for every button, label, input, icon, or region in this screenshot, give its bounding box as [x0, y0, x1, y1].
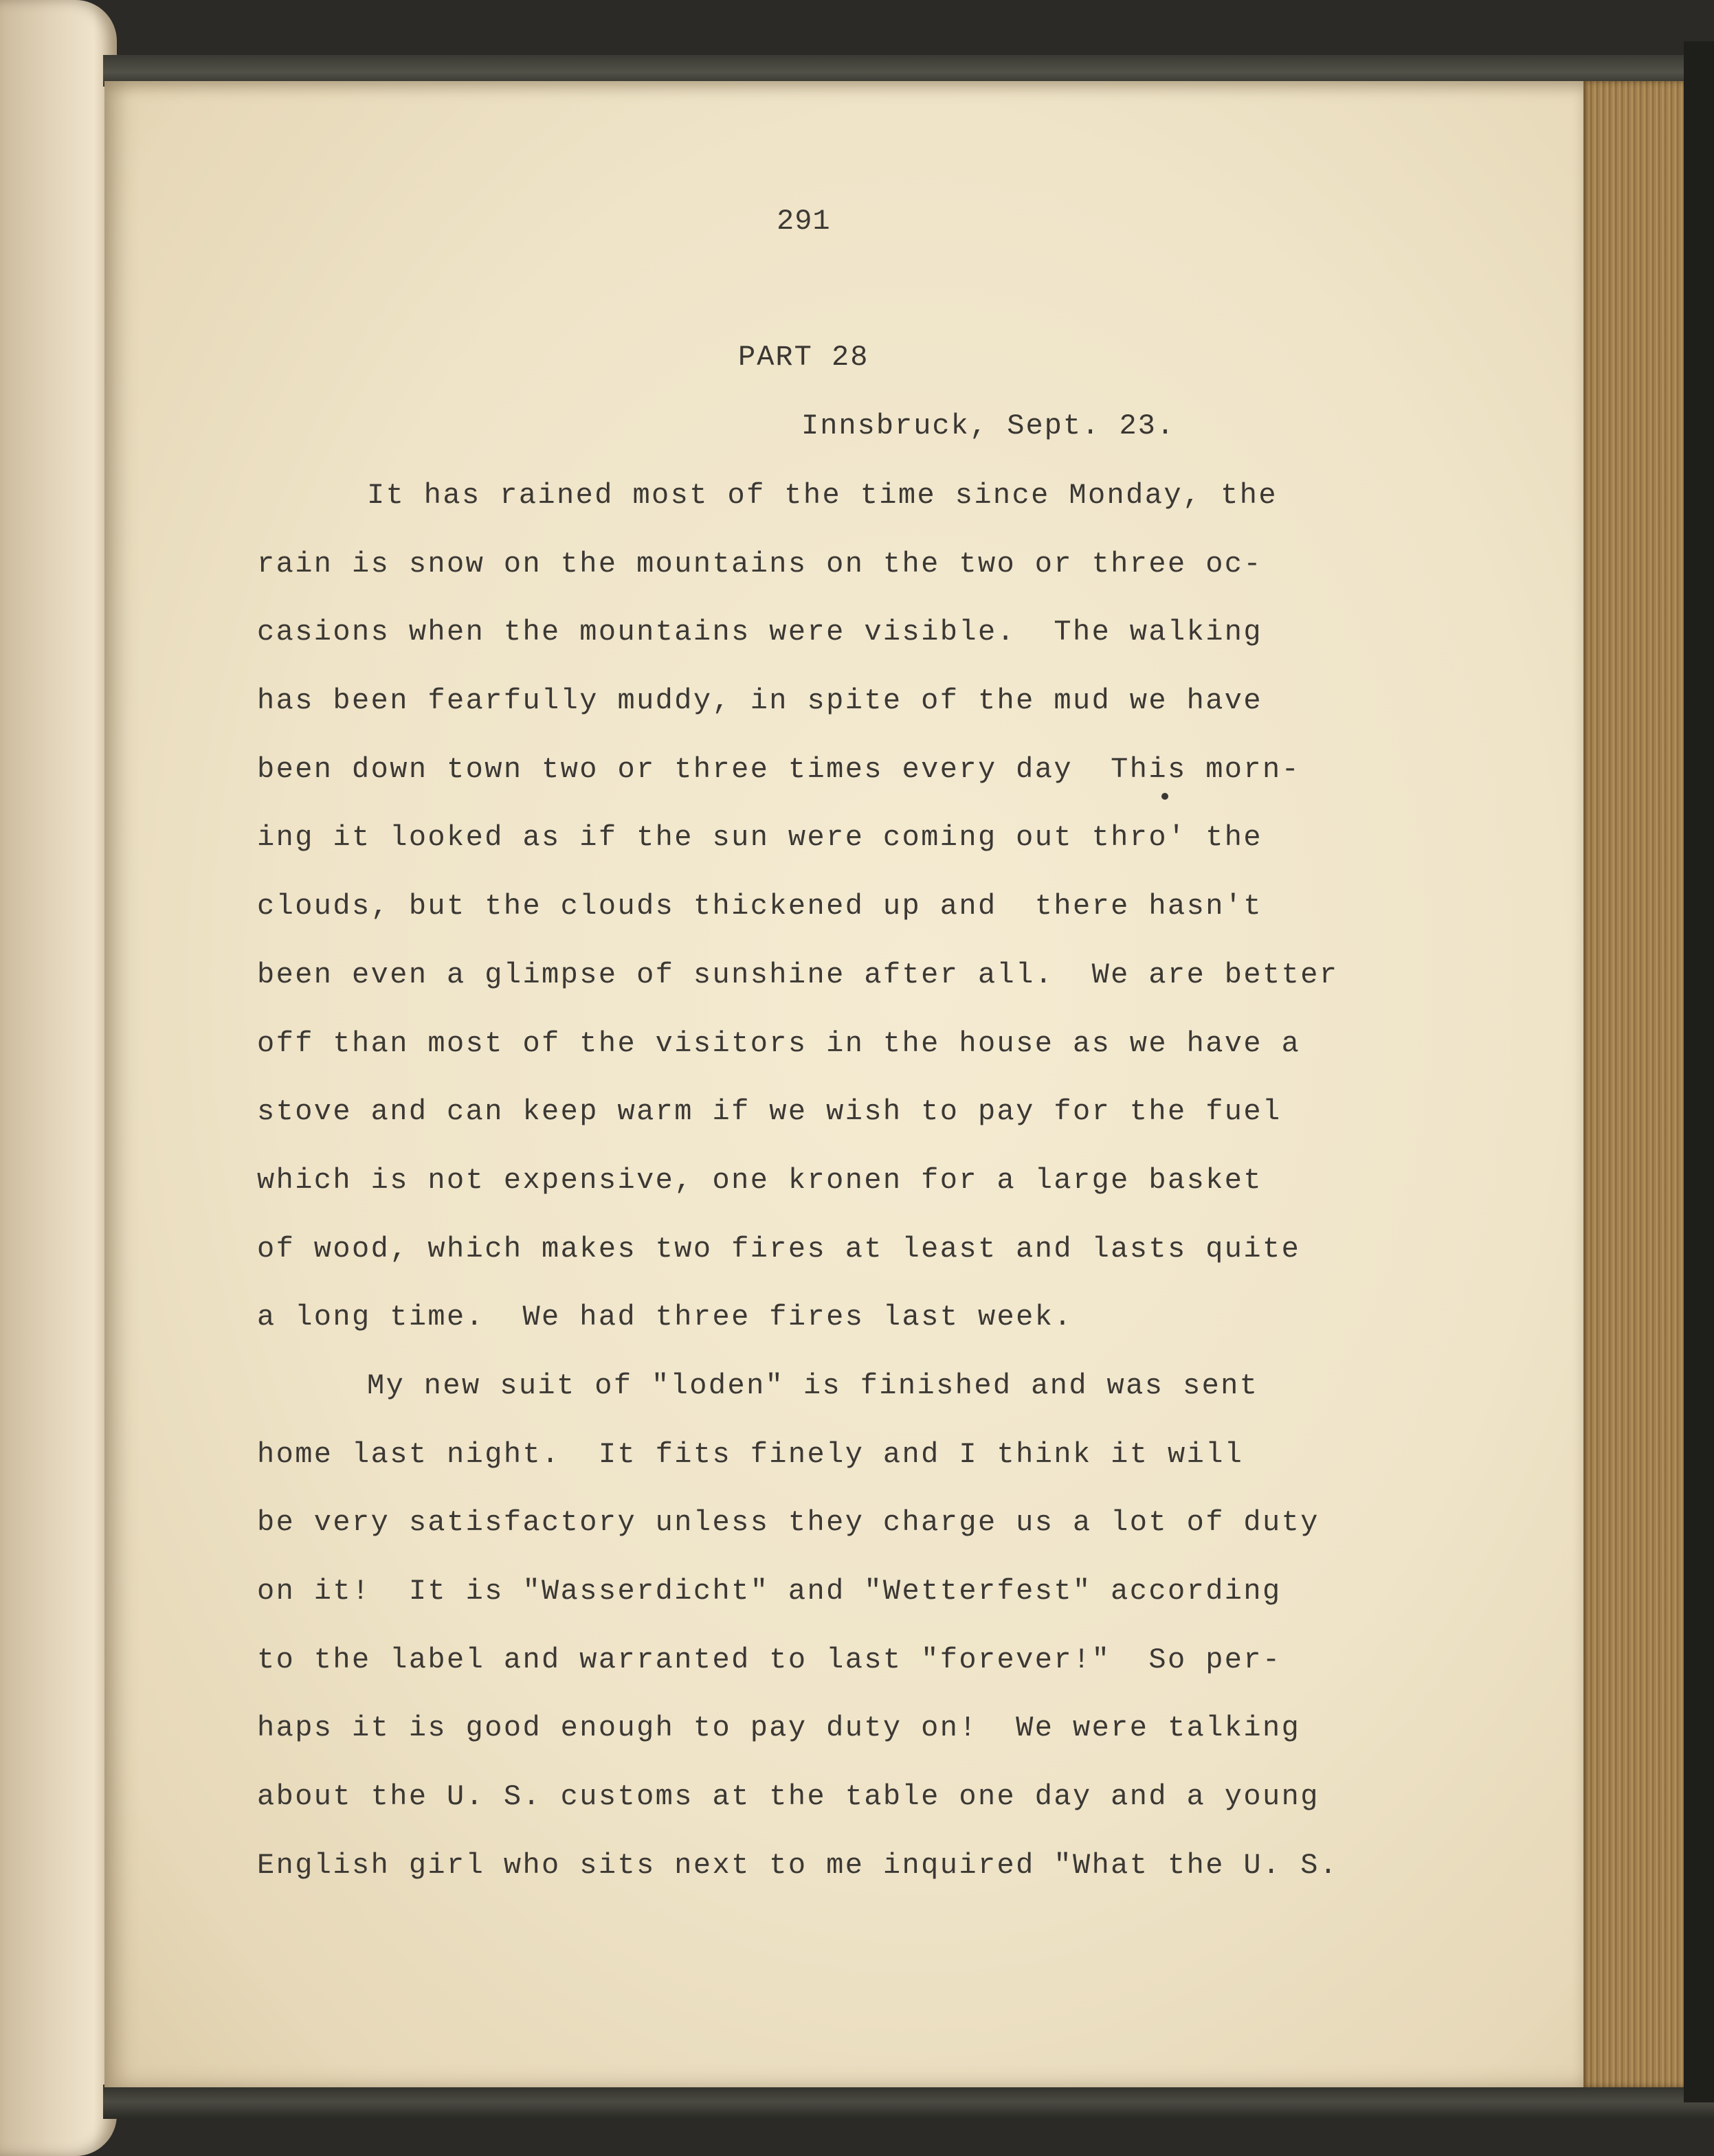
text-line: been down town two or three times every day This morn-: [257, 752, 1301, 786]
text-line: My new suit of "loden" is finished and was sent: [367, 1369, 1259, 1402]
text-line: about the U. S. customs at the table one day and a young: [257, 1780, 1320, 1814]
text-line: casions when the mountains were visible. The walking: [257, 616, 1263, 649]
text-line: been even a glimpse of sunshine after all. We are better: [257, 958, 1339, 991]
text-line: of wood, which makes two fires at least and lasts quite: [257, 1232, 1301, 1266]
text-line: clouds, but the clouds thickened up and there hasn't: [257, 890, 1263, 923]
binding-bottom-edge: [103, 2085, 1714, 2119]
text-line: English girl who sits next to me inquired "What the U. S.: [257, 1848, 1339, 1882]
left-facing-page-edge: [0, 0, 117, 2156]
text-line: ing it looked as if the sun were coming out thro' the: [257, 821, 1263, 855]
text-line: which is not expensive, one kronen for a large basket: [257, 1163, 1263, 1197]
text-line: stove and can keep warm if we wish to pay for the fuel: [257, 1095, 1282, 1129]
text-line: on it! It is "Wasserdicht" and "Wetterfest" according: [257, 1575, 1282, 1608]
text-line: a long time. We had three fires last week.: [257, 1301, 1073, 1334]
text-line: home last night. It fits finely and I think it will: [257, 1437, 1244, 1471]
handwritten-period-mark: [1161, 793, 1168, 800]
text-line: rain is snow on the mountains on the two or three oc-: [257, 547, 1263, 581]
text-line: off than most of the visitors in the house as we have a: [257, 1026, 1301, 1060]
text-line: haps it is good enough to pay duty on! We were talking: [257, 1711, 1301, 1745]
typed-body-text: [257, 473, 1439, 1911]
text-line: It has rained most of the time since Monday, the: [367, 479, 1278, 512]
text-line: has been fearfully muddy, in spite of the mud we have: [257, 684, 1263, 718]
text-line: be very satisfactory unless they charge us a lot of duty: [257, 1506, 1320, 1540]
page-number: 291: [777, 205, 831, 238]
book-cover-edge: [1684, 41, 1714, 2102]
dateline: Innsbruck, Sept. 23.: [801, 409, 1176, 442]
part-title: PART 28: [738, 341, 869, 374]
text-line: to the label and warranted to last "forever!" So per-: [257, 1643, 1282, 1676]
page-block-edges: [1581, 81, 1684, 2087]
